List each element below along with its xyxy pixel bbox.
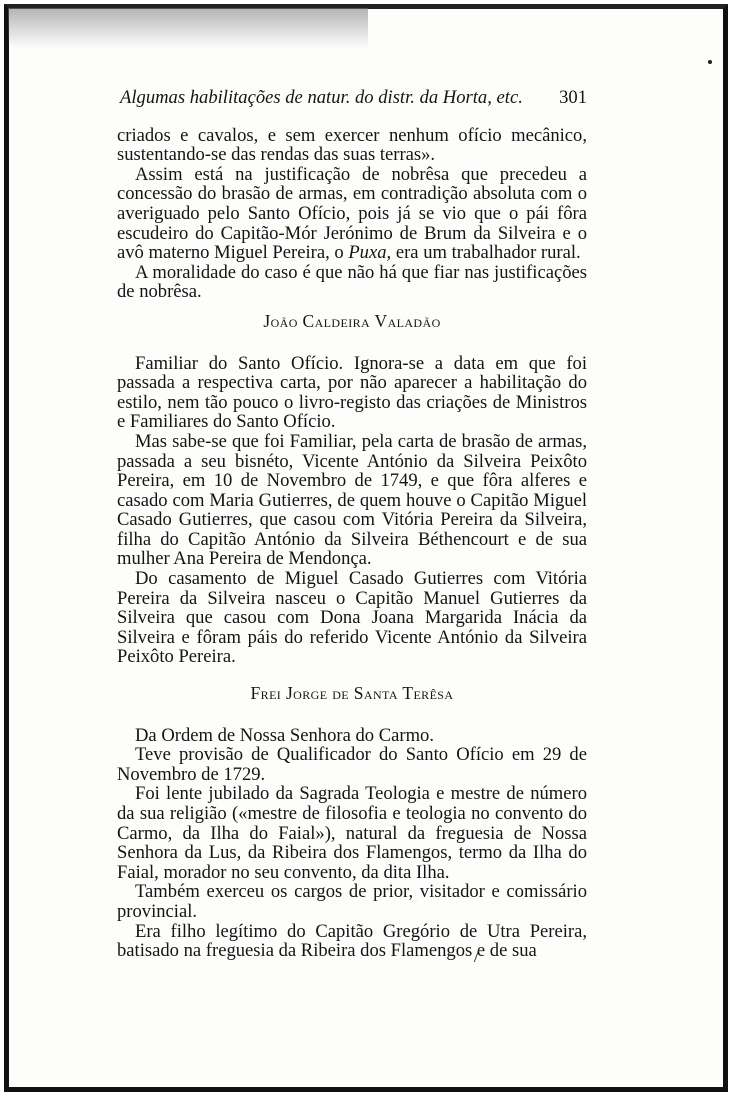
book-page [117,88,587,961]
page-number: 301 [559,87,587,108]
running-header [117,88,587,108]
paragraph: Da Ordem de Nossa Senhora do Carmo. [135,724,434,746]
paragraph: Teve provisão de Qualificador do Santo Ofício em 29 de Novembro de 1729. [117,744,587,785]
paragraph: criados e cavalos, e sem exercer nenhum ofício mecânico, sustentando-se das rendas das suas terras». [117,124,587,166]
paragraph: A moralidade do caso é que não há que fiar nas justificações de nobrêsa. [117,261,587,303]
nickname: Puxa, [348,242,392,264]
paragraph: Foi lente jubilado da Sagrada Teologia e mestre de número da sua religião («mestre de filosofia e teologia no convento do Carmo, da Ilha do Faial»), natural da freguesia de Nossa Senhora da Lus, da Ribeira dos Flamengos, termo da Ilha do Faial, morador no seu convento, da dita Ilha. [117,783,587,883]
running-title: Algumas habilitações de natur. do distr. da Horta, etc. [120,87,523,108]
paragraph: Também exerceu os cargos de prior, visitador e comissário provincial. [117,881,587,922]
paragraph: Do casamento de Miguel Casado Gutierres com Vitória Pereira da Silveira nasceu o Capitão Manuel Gutierres da Silveira que casou com Dona Joana Margarida Inácia da Silveira e fôram páis do referido Vicente António da Silveira Peixôto Pereira. [117,568,587,668]
section-heading: Frei Jorge de Santa Terêsa [250,683,454,704]
paragraph: Familiar do Santo Ofício. Ignora-se a data em que foi passada a respectiva carta, por não aparecer a habilitação do estilo, nem tão pouco o livro-registo das criações de Ministros e Familiares do Santo Ofício. [117,352,587,433]
paragraph: Assim está na justificação de nobrêsa que precedeu a concessão do brasão de armas, em contradição absoluta com o averiguado pelo Santo Ofício, pois já se vio que o pái fôra escudeiro do Capitão-Mór Jerónimo de Brum da Silveira e o avô materno Miguel Pereira, o Puxa, era um trabalhador rural. [117,163,587,264]
paragraph: Mas sabe-se que foi Familiar, pela carta de brasão de armas, passada a seu bisnéto, Vicente António da Silveira Peixôto Pereira, em 10 de Novembro de 1749, e que fôra alferes e casado com Maria Gutierres, de quem houve o Capitão Miguel Casado Gutierres, que casou com Vitória Pereira da Silveira, filha do Capitão António da Silveira Béthencourt e de sua mulher Ana Pereira de Mendonça. [117,430,587,570]
section-heading: João Caldeira Valadão [263,310,441,331]
ink-dot [708,60,712,64]
scan-smudge [8,8,368,48]
paragraph: Era filho legítimo do Capitão Gregório de Utra Pereira, batisado na freguesia da Ribeira dos Flamengos e de sua [117,920,587,962]
